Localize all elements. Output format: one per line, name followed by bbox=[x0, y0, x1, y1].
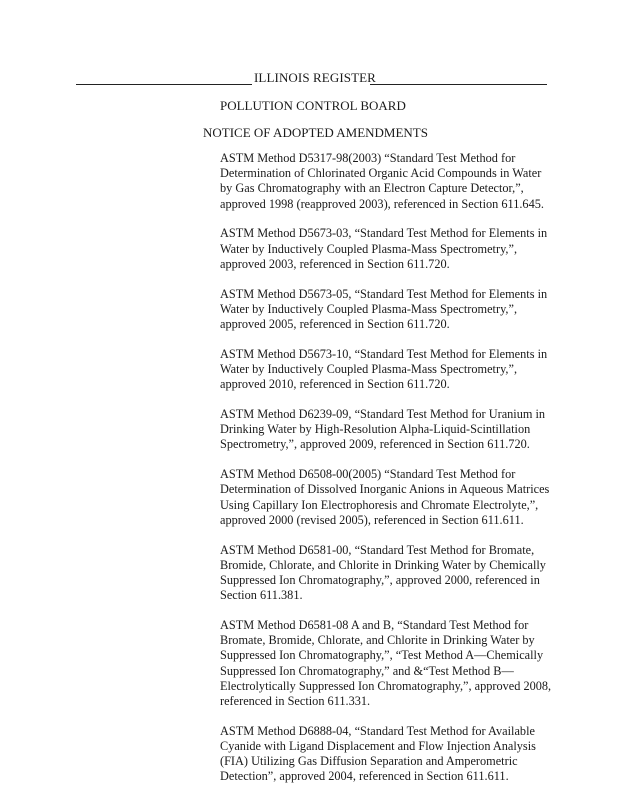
reference-entry: ASTM Method D5673-10, “Standard Test Method for Elements in Water by Inductively Coupled Plasma-Mass Spectrometry,”, approved 2010, referenced in Section 611.720. bbox=[220, 346, 548, 392]
header-rule-left bbox=[76, 84, 252, 85]
reference-entry: ASTM Method D6581-08 A and B, “Standard Test Method for Bromate, Bromide, Chlorate, and Chlorite in Drinking Water by Suppressed Ion Chromatography,”, “Test Method A—Chemically Suppressed Ion Chromatography,” and &“Test Method B— Electrolytically Suppressed Ion Chromatography,”, approved 2008, referenced in Section 611.331. bbox=[220, 618, 552, 709]
board-name: POLLUTION CONTROL BOARD bbox=[220, 98, 406, 113]
reference-entry: ASTM Method D6888-04, “Standard Test Method for Available Cyanide with Ligand Displacement and Flow Injection Analysis (FIA) Utilizing Gas Diffusion Separation and Amperometric Detection”, approved 2004, referenced in Section 611.611. bbox=[220, 723, 536, 784]
reference-entry: ASTM Method D6581-00, “Standard Test Method for Bromate, Bromide, Chlorate, and Chlorite in Drinking Water by Chemically Suppressed Ion Chromatography,”, approved 2000, referenced in Section 611.381. bbox=[220, 542, 546, 603]
register-title: ILLINOIS REGISTER bbox=[254, 70, 376, 85]
reference-entry: ASTM Method D5673-03, “Standard Test Method for Elements in Water by Inductively Coupled Plasma-Mass Spectrometry,”, approved 2003, referenced in Section 611.720. bbox=[220, 226, 548, 271]
header-rule-right bbox=[370, 84, 547, 85]
notice-heading: NOTICE OF ADOPTED AMENDMENTS bbox=[203, 125, 428, 140]
reference-entry: ASTM Method D5317-98(2003) “Standard Test Method for Determination of Chlorinated Organic Acid Compounds in Water by Gas Chromatography with an Electron Capture Detector,”, approved 1998 (reapproved 2003), referenced in Section 611.645. bbox=[220, 151, 544, 211]
reference-entry: ASTM Method D5673-05, “Standard Test Method for Elements in Water by Inductively Coupled Plasma-Mass Spectrometry,”, approved 2005, referenced in Section 611.720. bbox=[220, 286, 548, 332]
reference-entry: ASTM Method D6239-09, “Standard Test Method for Uranium in Drinking Water by High-Resolution Alpha-Liquid-Scintillation Spectrometry,”, approved 2009, referenced in Section 611.720. bbox=[220, 407, 546, 452]
reference-list bbox=[220, 151, 560, 799]
reference-entry: ASTM Method D6508-00(2005) “Standard Test Method for Determination of Dissolved Inorganic Anions in Aqueous Matrices Using Capillary Ion Electrophoresis and Chromate Electrolyte,”, approved 2000 (revised 2005), referenced in Section 611.611. bbox=[220, 467, 550, 527]
